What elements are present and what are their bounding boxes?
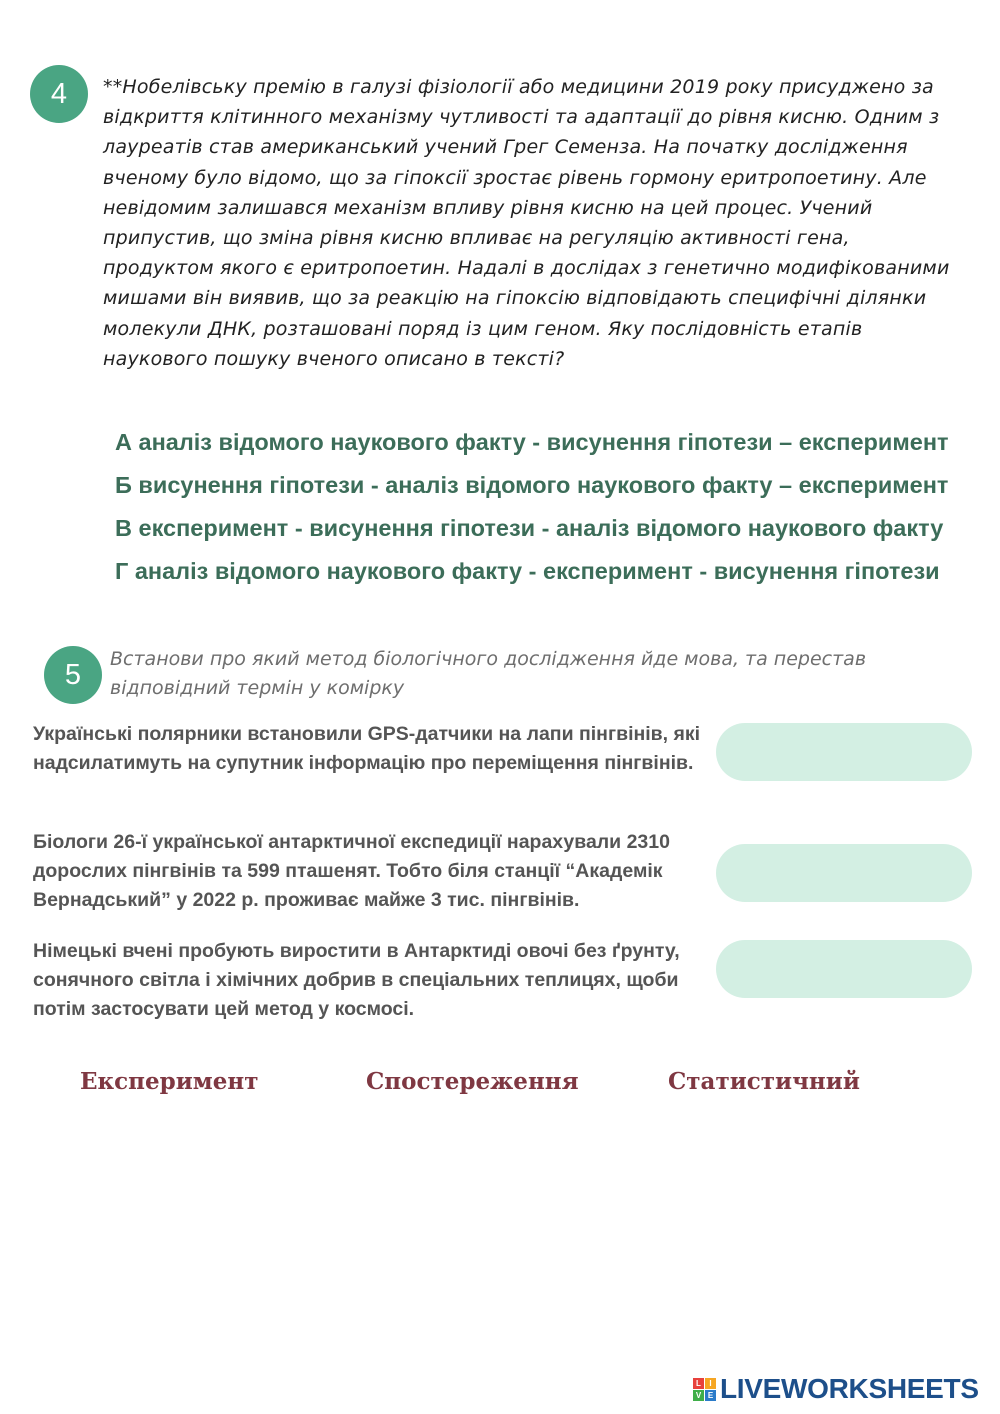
- drop-zone-1[interactable]: [716, 723, 972, 781]
- question-5-number: 5: [64, 658, 82, 691]
- logo-mark-letter: V: [693, 1390, 704, 1401]
- drop-zone-3[interactable]: [716, 940, 972, 998]
- logo-mark-icon: [693, 1378, 716, 1401]
- question-5-instruction: Встанови про який метод біологічного дослідження йде мова, та перестав відповідний термін у комірку: [110, 648, 867, 699]
- option-b[interactable]: Б висунення гіпотези - аналіз відомого наукового факту – експеримент: [115, 472, 949, 498]
- logo-mark-letter: L: [693, 1378, 704, 1389]
- question-4-number: 4: [50, 77, 68, 110]
- term-experiment[interactable]: Експеримент: [80, 1068, 259, 1095]
- question-4-options: [115, 425, 985, 597]
- option-c[interactable]: В експеримент - висунення гіпотези - аналіз відомого наукового факту: [115, 515, 944, 541]
- option-a[interactable]: А аналіз відомого наукового факту - висунення гіпотези – експеримент: [115, 429, 949, 455]
- question-4-text: **Нобелівську премію в галузі фізіології або медицини 2019 року присуджено за відкриття клітинного механізму чутливості та адаптації до рівня кисню. Одним з лауреатів став американський учений Грег Семенза. На початку дослідження вченому було відомо, що за гіпоксії зростає рівень гормону еритропоетину. Але невідомим залишався механізм впливу рівня кисню на цей процес. Учений припустив, що зміна рівня кисню впливає на регуляцію активності гена, продуктом якого є еритропоетин. Надалі в дослідах з генетично модифікованими мишами він виявив, що за реакцію на гіпоксію відповідають специфічні ділянки молекули ДНК, розташовані поряд із цим геном. Яку послідовність етапів наукового пошуку вченого описано в тексті?: [103, 76, 950, 370]
- logo-text: LIVEWORKSHEETS: [720, 1373, 979, 1404]
- term-statistical[interactable]: Статистичний: [668, 1068, 860, 1095]
- drop-zone-2[interactable]: [716, 844, 972, 902]
- option-d[interactable]: Г аналіз відомого наукового факту - експеримент - висунення гіпотези: [115, 558, 940, 584]
- statement-2: Біологи 26-ї української антарктичної експедиції нарахували 2310 дорослих пінгвінів та 599 пташенят. Тобто біля станції “Академік Вернадський” у 2022 р. проживає майже 3 тис. пінгвінів.: [33, 831, 670, 911]
- liveworksheets-logo: [693, 1373, 979, 1405]
- logo-mark-letter: E: [705, 1390, 716, 1401]
- question-5-number-badge: [44, 646, 102, 704]
- statement-1: Українські полярники встановили GPS-датчики на лапи пінгвінів, які надсилатимуть на супутник інформацію про переміщення пінгвінів.: [33, 723, 701, 774]
- logo-mark-letter: I: [705, 1378, 716, 1389]
- question-4-number-badge: [30, 65, 88, 123]
- statement-3: Німецькі вчені пробують виростити в Антарктиді овочі без ґрунту, сонячного світла і хімічних добрив в спеціальних теплицях, щоби потім застосувати цей метод у космосі.: [33, 940, 680, 1020]
- term-observation[interactable]: Спостереження: [366, 1068, 579, 1095]
